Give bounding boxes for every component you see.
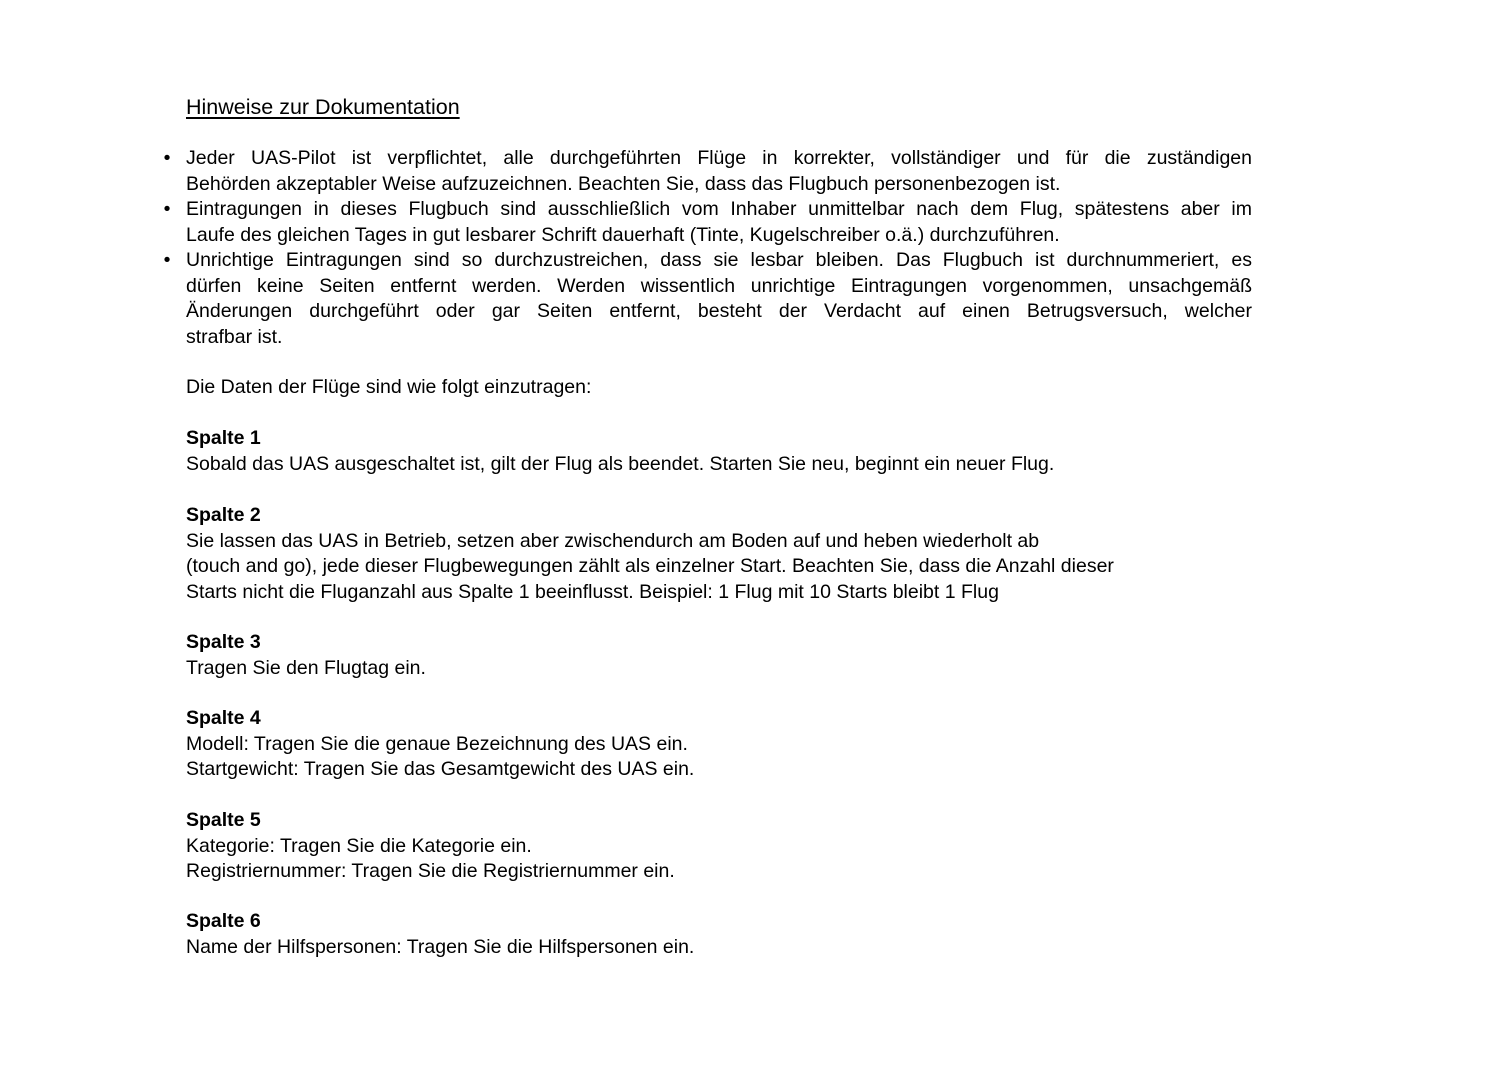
bullet-line: Unrichtige Eintragungen sind so durchzustreichen, dass sie lesbar bleiben. Das Flugbuch ist durchnummeriert, es [186,249,1252,271]
section-heading: Spalte 4 [186,707,261,729]
bullet-list [0,146,1500,350]
bullet-line: Änderungen durchgeführt oder gar Seiten entfernt, besteht der Verdacht auf einen Betrugsversuch, welcher [186,300,1252,322]
section-line: Kategorie: Tragen Sie die Kategorie ein. [186,834,532,857]
bullet-dot-icon: • [163,147,171,169]
section-spalte-2 [186,503,1114,605]
bullet-item [163,146,1252,197]
bullet-line: Eintragungen in dieses Flugbuch sind ausschließlich vom Inhaber unmittelbar nach dem Flug, spätestens aber im [186,198,1252,220]
bullet-dot-icon: • [163,198,171,220]
bullet-item [163,248,1252,350]
section-line: (touch and go), jede dieser Flugbewegungen zählt als einzelner Start. Beachten Sie, dass die Anzahl dieser [186,555,1114,577]
section-spalte-6 [186,909,694,960]
section-heading: Spalte 3 [186,631,261,653]
section-line: Modell: Tragen Sie die genaue Bezeichnung des UAS ein. [186,732,688,755]
section-spalte-3 [186,630,426,681]
section-line: Sie lassen das UAS in Betrieb, setzen aber zwischendurch am Boden auf und heben wiederholt ab [186,529,1040,552]
section-line: Sobald das UAS ausgeschaltet ist, gilt der Flug als beendet. Starten Sie neu, beginnt ein neuer Flug. [186,452,1055,475]
intro-paragraph [186,375,591,401]
section-spalte-1 [186,426,1054,477]
bullet-item [163,197,1252,248]
bullet-line: Behörden akzeptabler Weise aufzuzeichnen. Beachten Sie, dass das Flugbuch personenbezogen ist. [186,172,1061,195]
section-line: Starts nicht die Fluganzahl aus Spalte 1 beeinflusst. Beispiel: 1 Flug mit 10 Starts bleibt 1 Flug [186,580,999,603]
bullet-line: Laufe des gleichen Tages in gut lesbarer Schrift dauerhaft (Tinte, Kugelschreiber o.ä.) durchzuführen. [186,223,1060,246]
section-heading: Spalte 5 [186,809,261,831]
section-line: Startgewicht: Tragen Sie das Gesamtgewicht des UAS ein. [186,758,695,780]
bullet-line: strafbar ist. [186,325,283,348]
bullet-line: dürfen keine Seiten entfernt werden. Werden wissentlich unrichtige Eintragungen vorgenommen, unsachgemäß [186,274,1252,297]
bullet-line: Jeder UAS-Pilot ist verpflichtet, alle durchgeführten Flüge in korrekter, vollständiger und für die zuständigen [186,147,1252,169]
section-line: Tragen Sie den Flugtag ein. [186,656,426,679]
bullet-dot-icon: • [163,249,171,271]
intro-text: Die Daten der Flüge sind wie folgt einzutragen: [186,376,592,398]
section-heading: Spalte 2 [186,504,261,526]
section-line: Registriernummer: Tragen Sie die Registriernummer ein. [186,860,675,882]
section-spalte-4 [186,706,694,783]
page-title: Hinweise zur Dokumentation [186,95,460,119]
section-line: Name der Hilfspersonen: Tragen Sie die Hilfspersonen ein. [186,935,695,958]
section-heading: Spalte 6 [186,910,261,932]
section-spalte-5 [186,808,675,885]
section-heading: Spalte 1 [186,427,261,449]
